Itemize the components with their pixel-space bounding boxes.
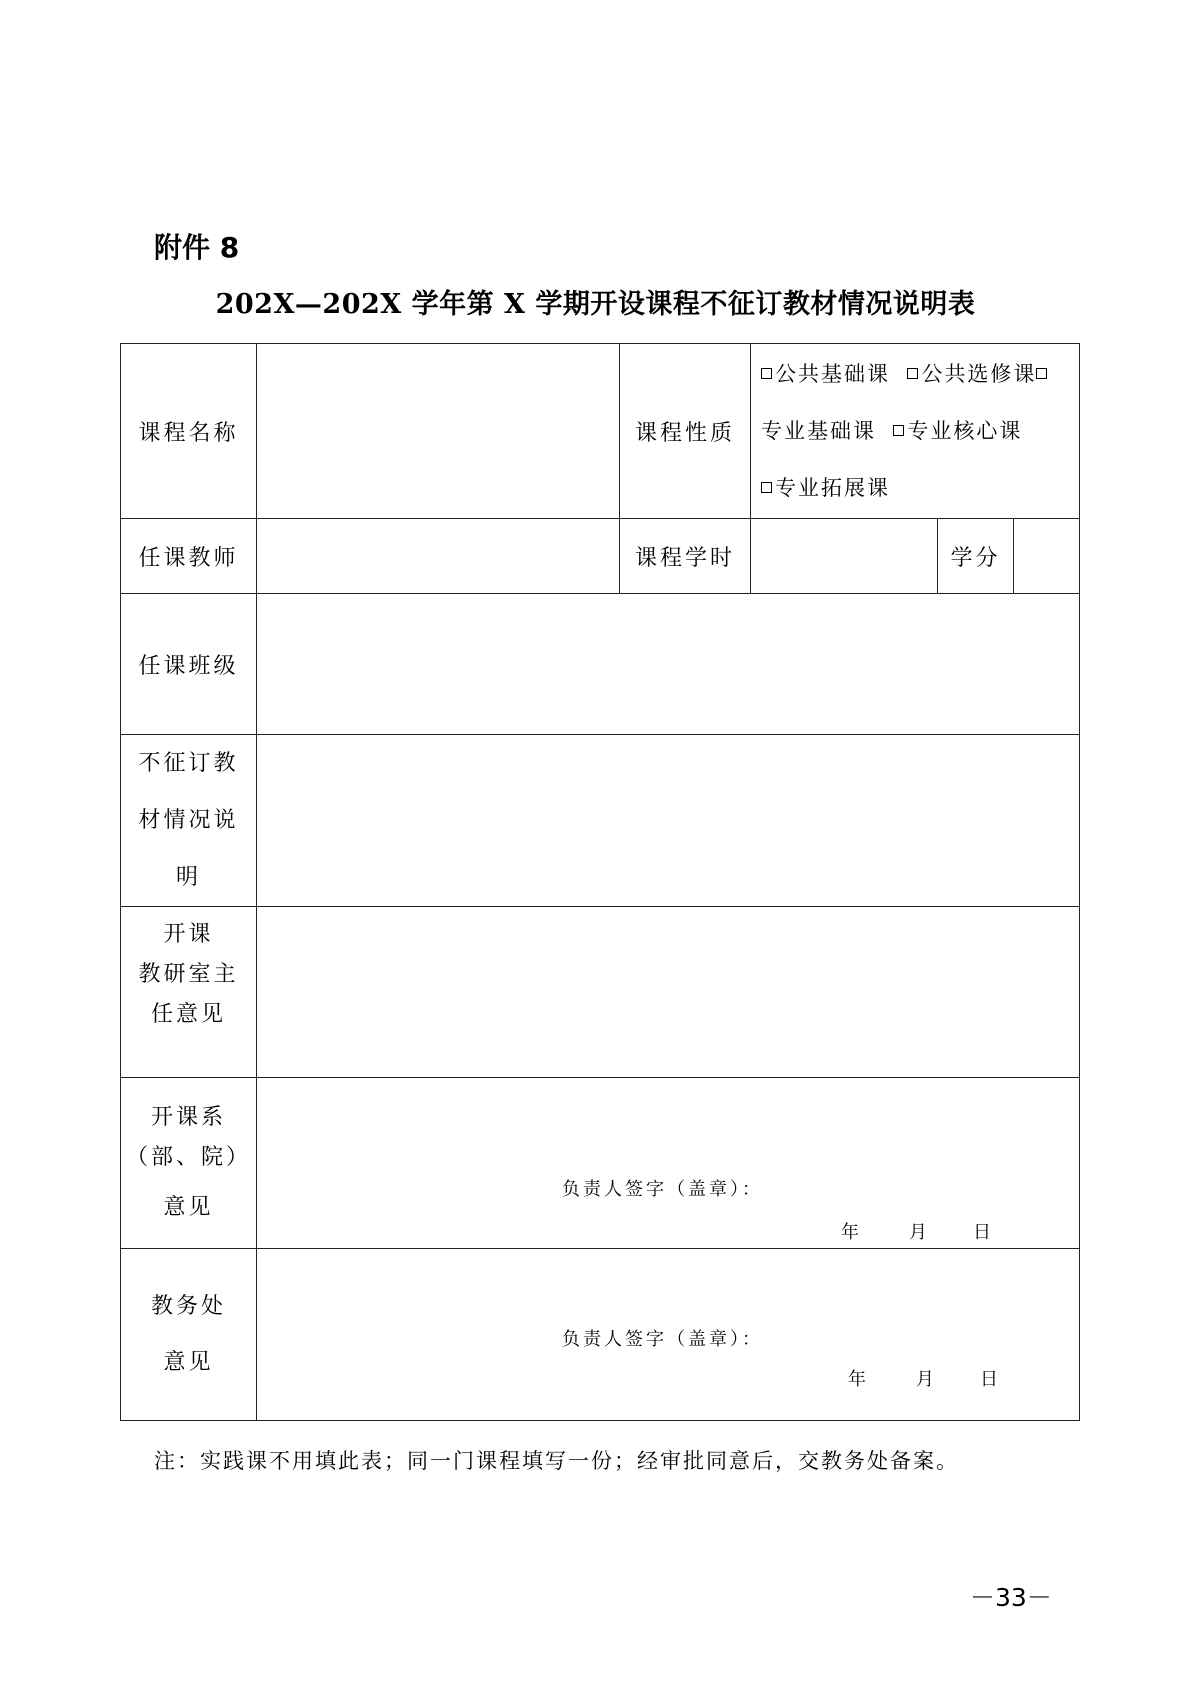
course-name-field[interactable] xyxy=(257,344,620,519)
director-opinion-label xyxy=(121,907,257,1078)
office-label-line-2: 意见 xyxy=(163,1349,214,1375)
dept-label-line-2: （部、院） xyxy=(125,1145,251,1170)
page-number: －33－ xyxy=(970,1583,1052,1612)
dept-date-month: 月 xyxy=(909,1222,927,1243)
form-title: 202X—202X 学年第 X 学期开设课程不征订教材情况说明表 xyxy=(215,289,976,320)
row-dept-opinion xyxy=(121,1078,1080,1249)
dept-opinion-field[interactable] xyxy=(257,1078,1080,1249)
reason-label-line-3: 明 xyxy=(175,865,201,890)
checkbox-icon[interactable] xyxy=(761,482,772,493)
course-nature-label: 课程性质 xyxy=(620,344,751,519)
row-reason xyxy=(121,735,1080,907)
checkbox-icon[interactable] xyxy=(761,368,772,379)
dept-signature-label: 负责人签字（盖章）： xyxy=(562,1179,763,1200)
director-label-line-3: 任意见 xyxy=(150,1002,226,1027)
office-date-day: 日 xyxy=(980,1369,998,1390)
director-opinion-field[interactable] xyxy=(257,907,1080,1078)
option-major-core: 专业核心课 xyxy=(907,418,1023,443)
director-label-line-2: 教研室主 xyxy=(138,962,239,987)
office-opinion-field[interactable] xyxy=(257,1249,1080,1421)
credit-field[interactable] xyxy=(1014,519,1080,594)
office-date-month: 月 xyxy=(916,1369,934,1390)
row-class xyxy=(121,594,1080,735)
course-nature-options xyxy=(751,344,1080,519)
dept-label-line-1: 开课系 xyxy=(150,1105,226,1130)
reason-label-line-1: 不征订教 xyxy=(138,751,239,776)
footnote: 注：实践课不用填此表；同一门课程填写一份；经审批同意后，交教务处备案。 xyxy=(154,1449,959,1473)
row-course-name xyxy=(121,344,1080,519)
option-public-elective: 公共选修课 xyxy=(921,361,1037,386)
option-major-basic: 专业基础课 xyxy=(761,418,876,443)
dept-date-day: 日 xyxy=(973,1222,991,1243)
hours-label: 课程学时 xyxy=(620,519,751,594)
course-name-label: 课程名称 xyxy=(121,344,257,519)
office-label-line-1: 教务处 xyxy=(150,1293,226,1319)
class-field[interactable] xyxy=(257,594,1080,735)
checkbox-icon[interactable] xyxy=(893,425,904,436)
credit-label: 学分 xyxy=(938,519,1014,594)
director-label-line-1: 开课 xyxy=(163,922,214,947)
row-director-opinion xyxy=(121,907,1080,1078)
teacher-label: 任课教师 xyxy=(121,519,257,594)
office-signature-label: 负责人签字（盖章）： xyxy=(562,1329,763,1350)
attachment-label: 附件 8 xyxy=(154,231,240,264)
office-opinion-label xyxy=(121,1249,257,1421)
reason-label-line-2: 材情况说 xyxy=(138,808,239,833)
dept-opinion-label xyxy=(121,1078,257,1249)
teacher-field[interactable] xyxy=(257,519,620,594)
class-label: 任课班级 xyxy=(121,594,257,735)
dept-label-line-3: 意见 xyxy=(163,1195,214,1220)
option-major-extension: 专业拓展课 xyxy=(775,475,890,500)
checkbox-icon[interactable] xyxy=(1036,368,1047,379)
checkbox-icon[interactable] xyxy=(907,368,918,379)
dept-date-year: 年 xyxy=(841,1222,859,1243)
option-public-basic: 公共基础课 xyxy=(775,361,890,386)
hours-field[interactable] xyxy=(751,519,938,594)
course-form-table xyxy=(120,343,1080,1421)
reason-label xyxy=(121,735,257,907)
row-office-opinion xyxy=(121,1249,1080,1421)
reason-field[interactable] xyxy=(257,735,1080,907)
office-date-year: 年 xyxy=(848,1369,866,1390)
row-teacher xyxy=(121,519,1080,594)
